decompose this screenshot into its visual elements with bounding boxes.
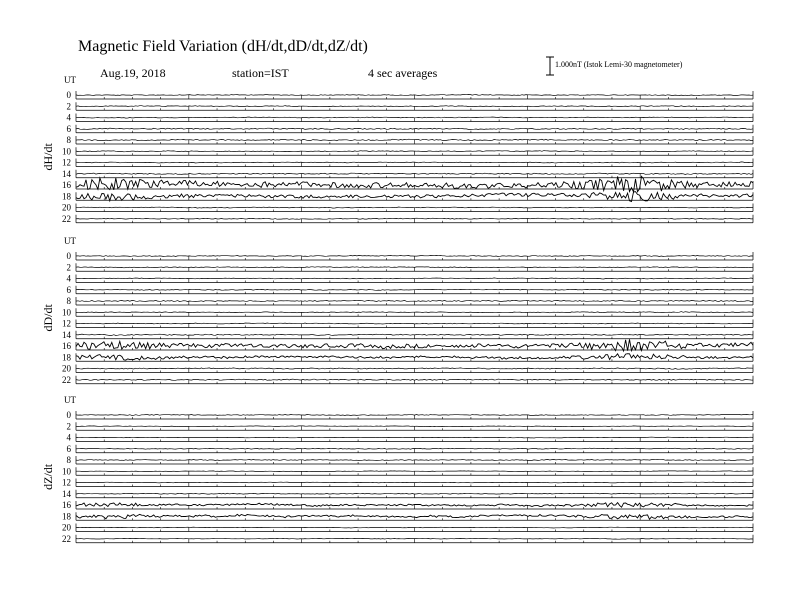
- trace-line: [76, 493, 753, 494]
- row-hour-label: 18: [62, 511, 71, 522]
- row-hour-label: 14: [62, 488, 71, 499]
- row-hour-label: 4: [66, 112, 71, 123]
- row-hour-label: 10: [62, 146, 71, 157]
- panel-dH-dt: [41, 75, 753, 224]
- row-hour-label: 2: [66, 421, 71, 432]
- row-hour-label: 10: [62, 307, 71, 318]
- row-hour-label: 16: [62, 180, 71, 190]
- row-hour-label: 2: [66, 262, 71, 273]
- trace-line: [76, 414, 753, 415]
- ut-label: UT: [64, 236, 76, 246]
- trace-line: [76, 278, 753, 279]
- row-hour-label: 8: [66, 296, 71, 306]
- row-hour-label: 20: [62, 522, 71, 533]
- row-hour-label: 8: [66, 455, 71, 465]
- date-label: Aug.19, 2018: [100, 66, 166, 80]
- trace-line: [76, 300, 753, 301]
- scale-bar: [546, 57, 554, 75]
- row-hour-label: 12: [62, 157, 71, 168]
- row-hour-label: 10: [62, 466, 71, 477]
- row-hour-label: 22: [62, 213, 71, 224]
- row-hour-label: 12: [62, 477, 71, 488]
- row-hour-label: 20: [62, 202, 71, 213]
- row-hour-label: 16: [62, 341, 71, 351]
- trace-line: [76, 482, 753, 483]
- row-hour-label: 14: [62, 329, 71, 340]
- row-hour-label: 16: [62, 500, 71, 510]
- trace-line: [76, 267, 753, 268]
- row-hour-label: 4: [66, 432, 71, 443]
- ut-label: UT: [64, 395, 76, 405]
- trace-line: [76, 117, 753, 118]
- row-hour-label: 6: [66, 443, 71, 454]
- scale-bar-label: 1.000nT (Istok Lemi-30 magnetometer): [555, 60, 683, 69]
- row-hour-label: 2: [66, 101, 71, 112]
- row-hour-label: 18: [62, 191, 71, 202]
- row-hour-label: 0: [66, 410, 71, 420]
- trace-line: [76, 255, 753, 256]
- row-hour-label: 0: [66, 251, 71, 261]
- averaging-label: 4 sec averages: [368, 66, 438, 80]
- row-axis: [76, 501, 753, 509]
- row-axis: [76, 342, 753, 350]
- row-hour-label: 18: [62, 352, 71, 363]
- page-title: Magnetic Field Variation (dH/dt,dD/dt,dZ/dt): [78, 38, 368, 55]
- row-hour-label: 0: [66, 90, 71, 100]
- trace-line: [76, 426, 753, 427]
- panel-dZ-dt: [41, 395, 753, 544]
- row-hour-label: 6: [66, 284, 71, 295]
- station-label: station=IST: [232, 66, 289, 80]
- ut-label: UT: [64, 75, 76, 85]
- trace-line: [76, 176, 753, 192]
- component-axis-label: dH/dt: [41, 143, 55, 171]
- row-hour-label: 4: [66, 273, 71, 284]
- row-hour-label: 6: [66, 123, 71, 134]
- panel-dD-dt: [41, 236, 753, 385]
- row-hour-label: 12: [62, 318, 71, 329]
- trace-line: [76, 106, 753, 107]
- component-axis-label: dD/dt: [41, 304, 55, 332]
- component-axis-label: dZ/dt: [41, 463, 55, 490]
- trace-line: [76, 379, 753, 380]
- trace-line: [76, 207, 753, 208]
- row-hour-label: 22: [62, 533, 71, 544]
- row-hour-label: 22: [62, 374, 71, 385]
- row-hour-label: 8: [66, 135, 71, 145]
- row-hour-label: 20: [62, 363, 71, 374]
- row-hour-label: 14: [62, 168, 71, 179]
